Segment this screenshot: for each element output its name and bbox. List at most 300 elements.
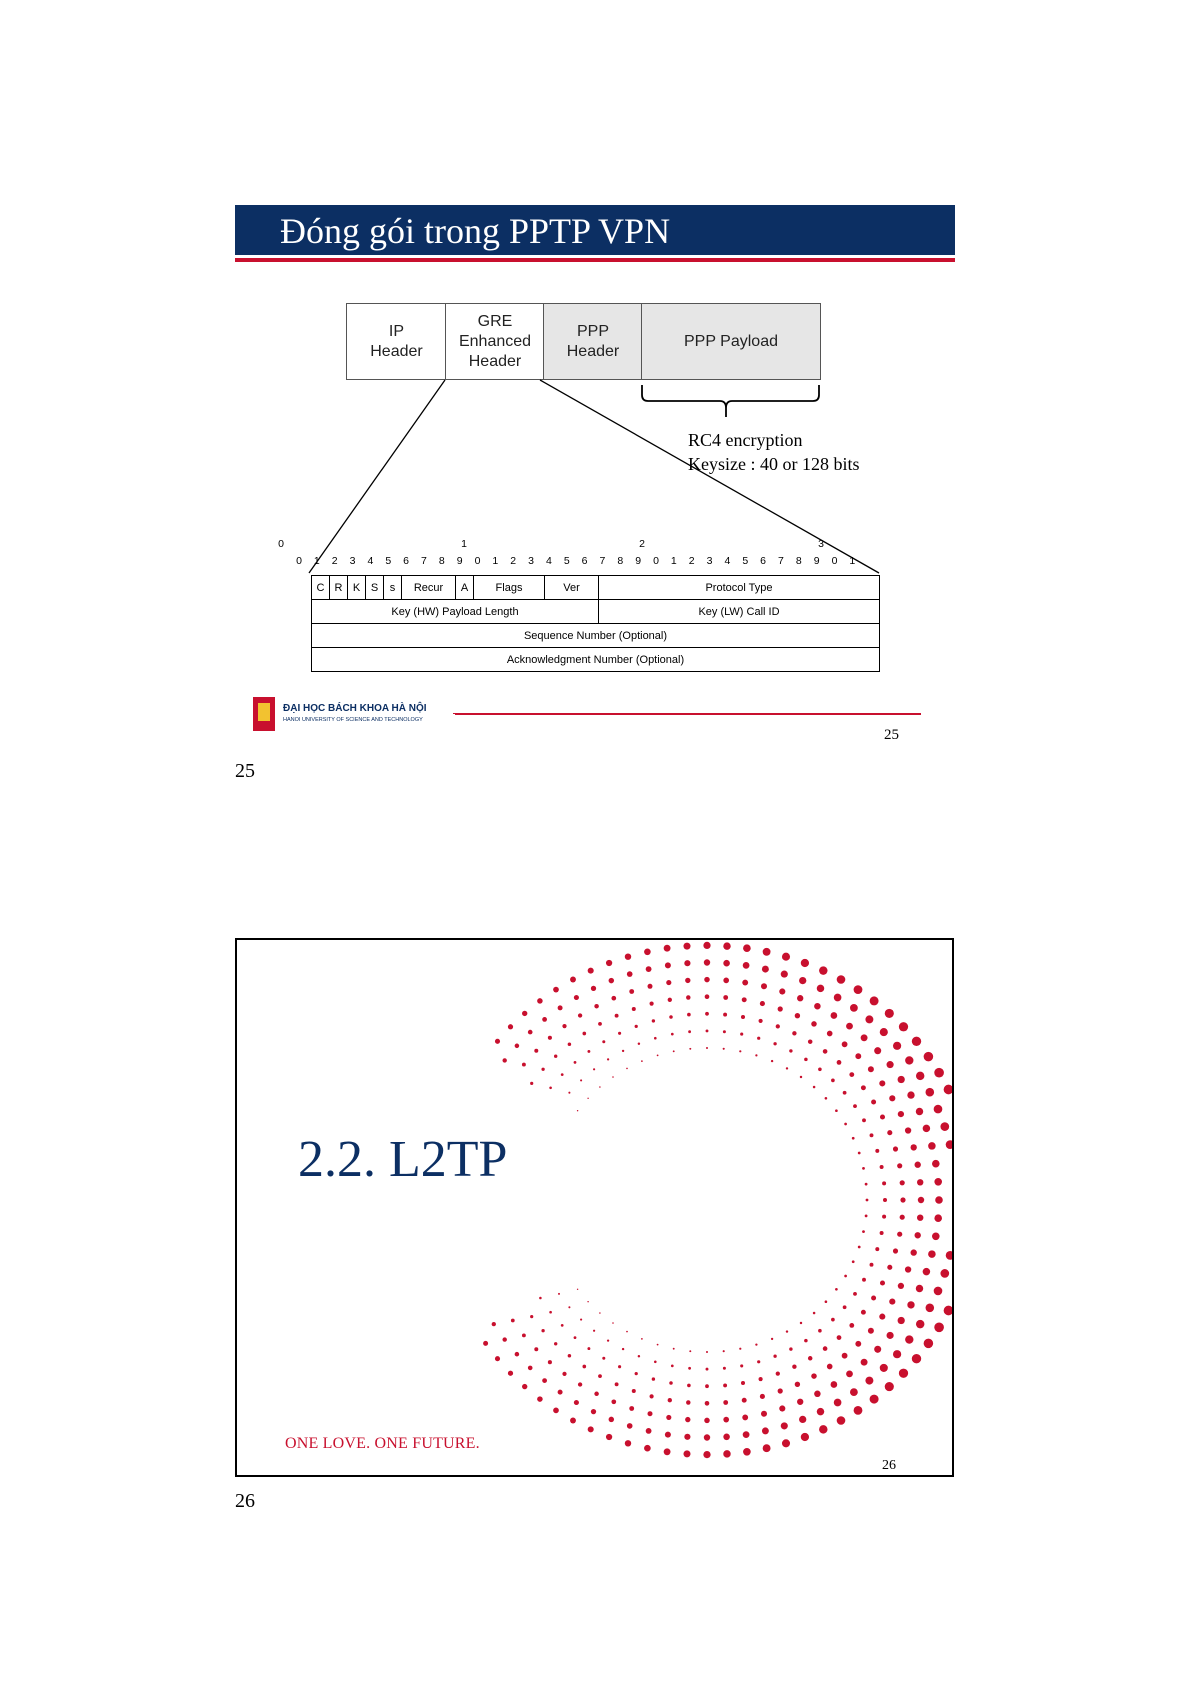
decor-dot <box>615 1014 619 1018</box>
decor-dot <box>609 978 614 983</box>
decor-dot <box>577 1289 578 1290</box>
decor-dot <box>723 1450 730 1457</box>
decor-dot <box>814 1003 821 1010</box>
decor-dot <box>870 1133 874 1137</box>
decor-dot <box>940 1269 949 1278</box>
decor-dot <box>861 1310 866 1315</box>
decor-dot <box>657 1344 659 1346</box>
decor-dot <box>574 1061 577 1064</box>
decor-dot <box>548 1360 552 1364</box>
decor-dot <box>917 1179 923 1185</box>
bit-unit-label: 3 <box>349 555 356 567</box>
bit-unit-label: 2 <box>331 555 338 567</box>
decor-dot <box>654 1361 657 1364</box>
decor-dot <box>671 1365 674 1368</box>
decor-dot <box>887 1332 894 1339</box>
bit-unit-label: 2 <box>510 555 517 567</box>
decor-dot <box>644 1445 651 1452</box>
decor-dot <box>703 942 710 949</box>
decor-dot <box>706 1029 709 1032</box>
decor-dot <box>924 1052 934 1062</box>
decor-dot <box>615 1382 619 1386</box>
bit-unit-label: 2 <box>688 555 695 567</box>
decor-dot <box>797 995 803 1001</box>
decor-dot <box>928 1250 936 1258</box>
slide-number: 26 <box>882 1458 896 1473</box>
bit-unit-label: 6 <box>581 555 588 567</box>
bit-unit-label: 4 <box>724 555 731 567</box>
decor-dot <box>611 1399 616 1404</box>
decor-dot <box>808 1039 813 1044</box>
gre-field-a: A <box>456 576 474 600</box>
decor-dot <box>522 1384 527 1389</box>
decor-dot <box>502 1058 506 1062</box>
university-logo-icon <box>253 697 275 731</box>
decor-dot <box>926 1304 935 1313</box>
decor-dot <box>870 1263 874 1267</box>
decor-dot <box>761 1411 767 1417</box>
decor-dot <box>534 1049 538 1053</box>
decor-dot <box>641 1060 643 1062</box>
decor-dot <box>580 1319 582 1321</box>
decor-dot <box>900 1197 905 1202</box>
decor-dot <box>763 948 771 956</box>
decor-dot <box>598 1374 602 1378</box>
decor-dot <box>795 1382 800 1387</box>
decor-dot <box>778 1006 783 1011</box>
decor-dot <box>932 1160 940 1168</box>
decor-dot <box>855 1053 861 1059</box>
decor-dot <box>885 1382 894 1391</box>
decor-dot <box>865 1015 873 1023</box>
dot-ring-decoration <box>237 940 952 1475</box>
decor-dot <box>823 1049 828 1054</box>
bit-unit-label: 9 <box>635 555 642 567</box>
decor-dot <box>858 1246 861 1249</box>
decor-dot <box>673 1050 675 1052</box>
decor-dot <box>849 1323 854 1328</box>
decor-dot <box>704 1434 710 1440</box>
decor-dot <box>882 1215 886 1219</box>
decor-dot <box>804 1058 808 1062</box>
decor-dot <box>871 1100 876 1105</box>
decor-dot <box>782 953 790 961</box>
decor-dot <box>799 1416 806 1423</box>
decor-dot <box>865 1183 868 1186</box>
decor-dot <box>568 1092 570 1094</box>
decor-dot <box>760 1394 765 1399</box>
decor-dot <box>916 1320 924 1328</box>
decor-dot <box>850 1388 858 1396</box>
decor-dot <box>795 1013 800 1018</box>
decor-dot <box>893 1248 898 1253</box>
decor-dot <box>549 1086 552 1089</box>
decor-dot <box>689 1350 691 1352</box>
decor-dot <box>664 945 671 952</box>
decor-dot <box>577 1110 578 1111</box>
decor-dot <box>612 1076 614 1078</box>
decor-dot <box>495 1039 500 1044</box>
decor-dot <box>799 977 806 984</box>
decor-dot <box>934 1214 942 1222</box>
decor-dot <box>880 1165 884 1169</box>
decor-dot <box>825 1097 828 1100</box>
decor-dot <box>742 1414 748 1420</box>
decor-dot <box>650 1002 654 1006</box>
decor-dot <box>880 1280 885 1285</box>
decor-dot <box>723 1417 729 1423</box>
decor-dot <box>652 1377 655 1380</box>
decor-dot <box>646 1428 652 1434</box>
decor-dot <box>522 1011 527 1016</box>
bit-unit-label: 4 <box>545 555 552 567</box>
decor-dot <box>861 1034 868 1041</box>
decor-dot <box>723 1350 725 1352</box>
decor-dot <box>899 1022 908 1031</box>
decor-dot <box>834 1399 842 1407</box>
decor-dot <box>650 1394 654 1398</box>
decor-dot <box>591 1409 596 1414</box>
decor-dot <box>706 1368 709 1371</box>
slide-title: Đóng gói trong PPTP VPN <box>280 211 671 251</box>
decor-dot <box>757 1037 760 1040</box>
decor-dot <box>755 1343 757 1345</box>
gre-field-c: C <box>312 576 330 600</box>
gre-field-r: R <box>330 576 348 600</box>
decor-dot <box>882 1181 886 1185</box>
decor-dot <box>570 977 576 983</box>
decor-dot <box>844 1123 847 1126</box>
decor-dot <box>861 1359 868 1366</box>
decor-dot <box>934 1287 943 1296</box>
decor-dot <box>852 1137 855 1140</box>
decor-dot <box>568 1043 572 1047</box>
decor-dot <box>779 1405 785 1411</box>
decor-dot <box>912 1037 921 1046</box>
decor-dot <box>723 1383 727 1387</box>
decor-dot <box>632 1389 636 1393</box>
decor-dot <box>561 1324 564 1327</box>
decor-dot <box>889 1299 895 1305</box>
gre-row-sequence <box>312 624 880 648</box>
gre-field-call-id: Key (LW) Call ID <box>599 600 880 624</box>
decor-dot <box>924 1339 934 1349</box>
decor-dot <box>665 962 671 968</box>
decor-dot <box>880 1028 888 1036</box>
decor-dot <box>568 1306 570 1308</box>
decor-dot <box>786 1330 788 1332</box>
decor-dot <box>574 995 579 1000</box>
decor-dot <box>862 1230 865 1233</box>
decor-dot <box>688 1030 691 1033</box>
decor-dot <box>652 1019 655 1022</box>
decor-dot <box>907 1091 914 1098</box>
decor-dot <box>759 1377 763 1381</box>
decor-dot <box>704 1418 710 1424</box>
decor-dot <box>897 1163 902 1168</box>
decor-dot <box>835 1288 838 1291</box>
decor-dot <box>626 1068 628 1070</box>
decor-dot <box>898 1111 904 1117</box>
decor-dot <box>831 1079 835 1083</box>
decor-dot <box>582 1032 586 1036</box>
decor-dot <box>932 1233 940 1241</box>
bit-unit-label: 8 <box>795 555 802 567</box>
decor-dot <box>879 1080 885 1086</box>
decor-dot <box>762 1427 769 1434</box>
decor-dot <box>801 1433 809 1441</box>
decor-dot <box>558 1390 563 1395</box>
decor-dot <box>580 1079 582 1081</box>
decor-dot <box>704 959 710 965</box>
gre-row-flags <box>312 576 880 600</box>
decor-dot <box>827 1364 833 1370</box>
decor-dot <box>905 1127 911 1133</box>
decor-dot <box>612 1322 614 1324</box>
decor-dot <box>862 1118 866 1122</box>
gre-header-box: GRE Enhanced Header <box>445 303 545 380</box>
decor-dot <box>591 986 596 991</box>
decor-dot <box>776 1024 780 1028</box>
decor-dot <box>522 1333 526 1337</box>
decor-dot <box>875 1149 879 1153</box>
decor-dot <box>570 1418 576 1424</box>
decor-dot <box>946 1251 952 1260</box>
decor-dot <box>607 1058 609 1060</box>
decor-dot <box>578 1013 582 1017</box>
decor-dot <box>594 1004 599 1009</box>
decor-dot <box>907 1301 914 1308</box>
decor-dot <box>669 1015 673 1019</box>
decor-dot <box>944 1306 952 1316</box>
ppp-payload-box: PPP Payload <box>641 303 821 380</box>
expand-line-left <box>309 380 445 573</box>
decor-dot <box>668 998 672 1002</box>
decor-dot <box>934 1322 944 1332</box>
decor-dot <box>558 1005 563 1010</box>
decor-dot <box>511 1319 515 1323</box>
decor-dot <box>602 1040 605 1043</box>
decor-dot <box>935 1196 943 1204</box>
decor-dot <box>928 1142 936 1150</box>
decor-dot <box>817 1408 824 1415</box>
decor-dot <box>743 1448 751 1456</box>
bit-unit-label: 9 <box>813 555 820 567</box>
decor-dot <box>638 1043 640 1045</box>
decor-dot <box>776 1371 780 1375</box>
gre-field-ack-number: Acknowledgment Number (Optional) <box>312 648 880 672</box>
decor-dot <box>673 1348 675 1350</box>
decor-dot <box>641 1338 643 1340</box>
decor-dot <box>625 1440 631 1446</box>
decor-dot <box>723 1367 726 1370</box>
decor-dot <box>607 1339 609 1341</box>
decor-dot <box>587 1347 590 1350</box>
decor-dot <box>587 1050 590 1053</box>
decor-dot <box>622 1348 624 1350</box>
decor-dot <box>868 1066 874 1072</box>
decor-dot <box>923 1125 930 1132</box>
decor-dot <box>866 1199 869 1202</box>
decor-dot <box>825 1300 828 1303</box>
decor-dot <box>898 1317 905 1324</box>
decor-dot <box>792 1031 796 1035</box>
decor-dot <box>723 978 729 984</box>
decor-dot <box>757 1360 760 1363</box>
decor-dot <box>671 1033 674 1036</box>
decor-dot <box>554 1055 557 1058</box>
decor-dot <box>808 1356 813 1361</box>
decor-dot <box>685 978 690 983</box>
decor-dot <box>779 988 785 994</box>
decor-dot <box>835 1109 838 1112</box>
decor-dot <box>842 1041 848 1047</box>
decor-dot <box>887 1061 894 1068</box>
decor-dot <box>800 1322 802 1324</box>
decor-dot <box>944 1085 952 1095</box>
decor-dot <box>811 1021 817 1027</box>
decor-dot <box>723 1400 728 1405</box>
gre-field-protocol-type: Protocol Type <box>599 576 880 600</box>
decor-dot <box>934 1068 944 1078</box>
decor-dot <box>905 1266 911 1272</box>
decor-dot <box>912 1354 921 1363</box>
decor-dot <box>594 1392 599 1397</box>
decor-dot <box>905 1335 913 1343</box>
decor-dot <box>898 1076 905 1083</box>
decor-dot <box>606 1434 612 1440</box>
decor-dot <box>688 1367 691 1370</box>
footer-divider <box>455 713 921 715</box>
decor-dot <box>801 959 809 967</box>
decor-dot <box>644 948 651 955</box>
decor-dot <box>819 966 827 974</box>
decor-dot <box>855 1341 861 1347</box>
decor-dot <box>889 1095 895 1101</box>
ip-header-box: IP Header <box>346 303 447 380</box>
decor-dot <box>704 977 710 983</box>
decor-dot <box>666 980 671 985</box>
bit-unit-label: 3 <box>706 555 713 567</box>
decor-dot <box>900 1215 905 1220</box>
bit-unit-label: 5 <box>563 555 570 567</box>
decor-dot <box>492 1322 496 1326</box>
decor-dot <box>666 1415 671 1420</box>
decor-dot <box>834 994 842 1002</box>
bit-unit-label: 7 <box>599 555 606 567</box>
decor-dot <box>916 1072 924 1080</box>
decor-dot <box>687 1013 691 1017</box>
decor-dot <box>723 995 728 1000</box>
payload-brace <box>642 385 819 417</box>
gre-field-sequence-number: Sequence Number (Optional) <box>312 624 880 648</box>
decor-dot <box>599 1086 601 1088</box>
decor-dot <box>627 1423 633 1429</box>
decor-dot <box>831 1318 835 1322</box>
decor-dot <box>900 1180 905 1185</box>
decor-dot <box>686 1400 690 1404</box>
encryption-label-1: RC4 encryption <box>688 430 803 450</box>
decor-dot <box>743 1431 750 1438</box>
decor-dot <box>739 1348 741 1350</box>
bit-unit-label: 5 <box>742 555 749 567</box>
decor-dot <box>548 1036 552 1040</box>
decor-dot <box>789 1049 792 1052</box>
decor-dot <box>786 1067 788 1069</box>
decor-dot <box>818 1329 822 1333</box>
decor-dot <box>568 1354 572 1358</box>
decor-dot <box>588 968 594 974</box>
decor-dot <box>522 1063 526 1067</box>
decor-dot <box>781 1422 788 1429</box>
decor-dot <box>657 1055 659 1057</box>
decor-dot <box>598 1022 602 1026</box>
decor-dot <box>515 1044 520 1049</box>
decor-dot <box>669 1381 673 1385</box>
decor-dot <box>723 1434 730 1441</box>
slogan: ONE LOVE. ONE FUTURE. <box>285 1435 480 1452</box>
decor-dot <box>574 1400 579 1405</box>
gre-field-flags: Flags <box>474 576 545 600</box>
decor-dot <box>853 1292 857 1296</box>
decor-dot <box>602 1357 605 1360</box>
decor-dot <box>553 987 559 993</box>
decor-dot <box>684 1434 690 1440</box>
decor-dot <box>530 1082 533 1085</box>
page-number: 25 <box>235 760 255 782</box>
decor-dot <box>875 1247 879 1251</box>
decor-dot <box>811 1373 817 1379</box>
decor-dot <box>625 953 631 959</box>
decor-dot <box>870 996 879 1005</box>
decor-dot <box>797 1399 803 1405</box>
decor-dot <box>880 1231 884 1235</box>
decor-dot <box>683 1450 690 1457</box>
decor-dot <box>868 1328 874 1334</box>
decor-dot <box>861 1085 866 1090</box>
bit-tens-label: 3 <box>818 538 824 550</box>
bit-unit-label: 0 <box>474 555 481 567</box>
decor-dot <box>792 1365 796 1369</box>
decor-dot <box>689 1048 691 1050</box>
decor-dot <box>862 1278 866 1282</box>
bit-unit-label: 8 <box>617 555 624 567</box>
decor-dot <box>837 1416 846 1425</box>
bit-unit-label: 8 <box>438 555 445 567</box>
decor-dot <box>578 1382 582 1386</box>
bit-unit-label: 9 <box>456 555 463 567</box>
decor-dot <box>627 971 633 977</box>
gre-field-s: S <box>366 576 384 600</box>
decor-dot <box>831 1012 838 1019</box>
decor-dot <box>685 1417 690 1422</box>
decor-dot <box>880 1114 885 1119</box>
decor-dot <box>782 1439 790 1447</box>
decor-dot <box>819 1425 827 1433</box>
decor-dot <box>934 1178 942 1186</box>
decor-dot <box>897 1232 902 1237</box>
decor-dot <box>742 997 747 1002</box>
decor-dot <box>723 1013 727 1017</box>
decor-dot <box>561 1073 564 1076</box>
gre-field-s-strict: s <box>384 576 402 600</box>
decor-dot <box>911 1144 917 1150</box>
bit-unit-label: 7 <box>778 555 784 567</box>
decor-dot <box>515 1352 520 1357</box>
decor-dot <box>741 1015 745 1019</box>
decor-dot <box>502 1337 506 1341</box>
decor-dot <box>862 1167 865 1170</box>
